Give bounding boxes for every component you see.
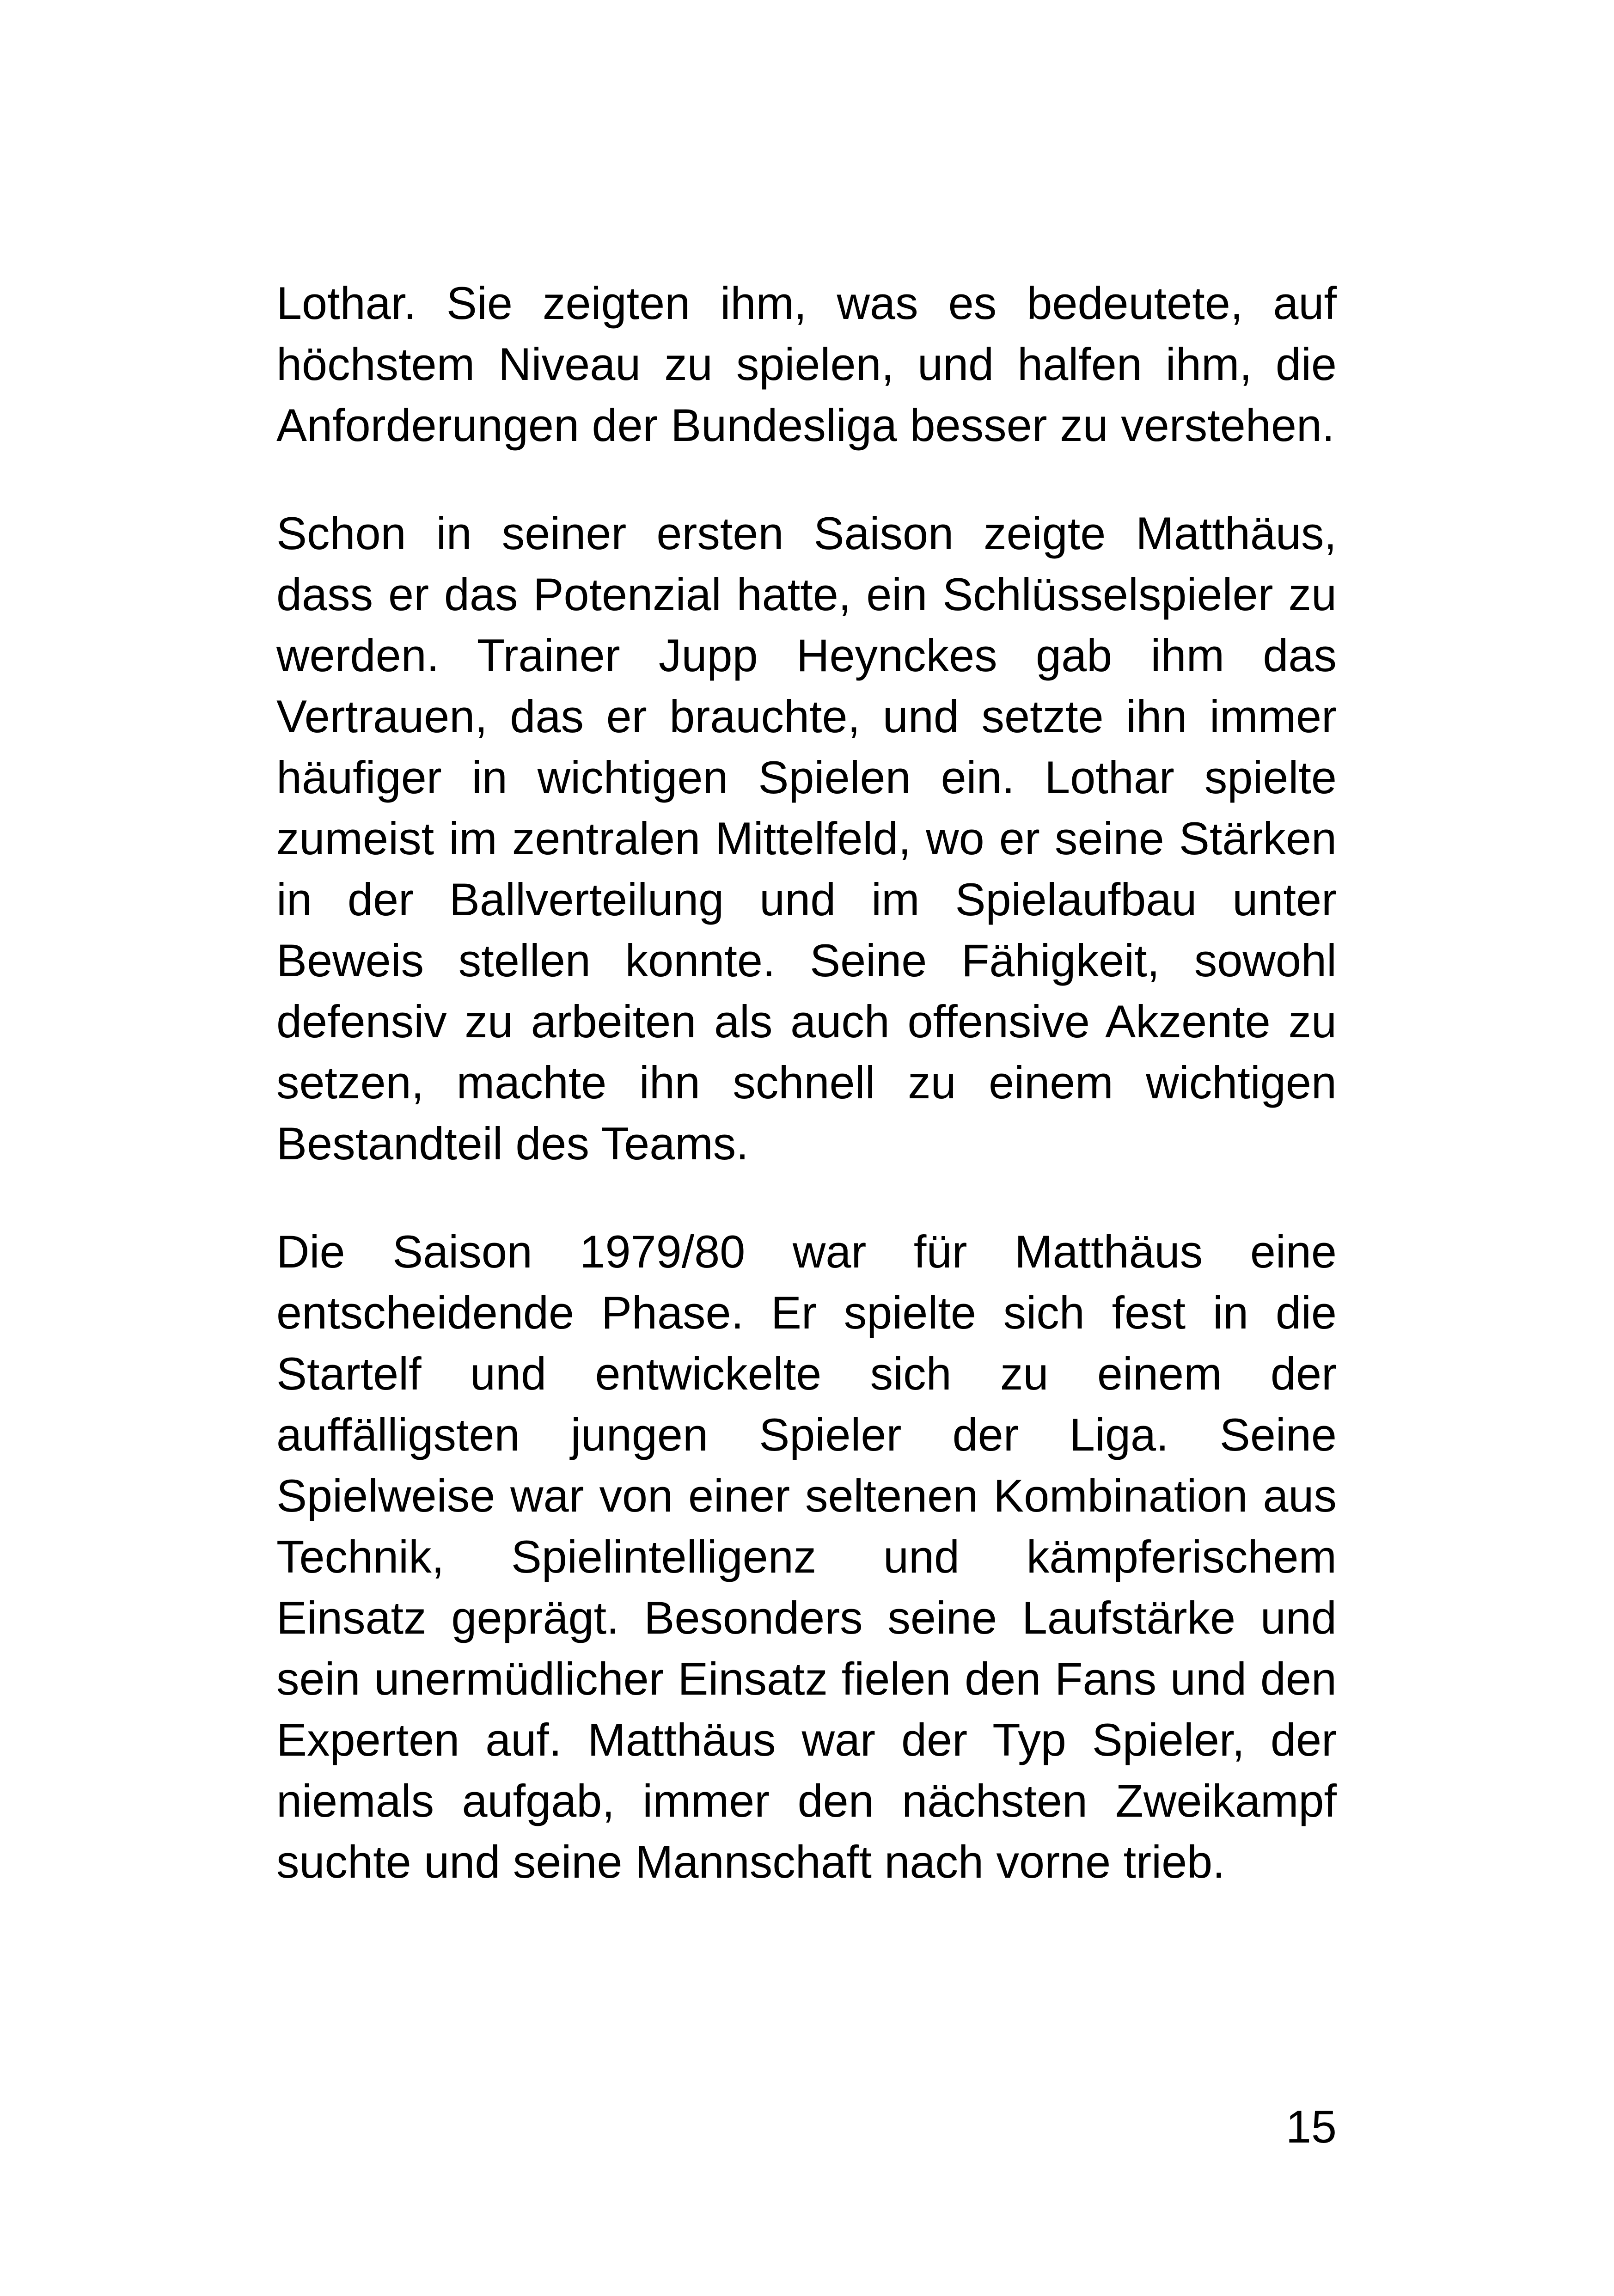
paragraph: Schon in seiner ersten Saison zeigte Matthäus, dass er das Potenzial hatte, ein Schlüsselspieler zu werden. Trainer Jupp Heynckes gab ihm das Vertrauen, das er brauchte, und setzte ihn immer häufiger in wichtigen Spielen ein. Lothar spielte zumeist im zentralen Mittelfeld, wo er seine Stärken in der Ballverteilung und im Spielaufbau unter Beweis stellen konnte. Seine Fähigkeit, sowohl defensiv zu arbeiten als auch offensive Akzente zu setzen, machte ihn schnell zu einem wichtigen Bestandteil des Teams. (276, 508, 1337, 1169)
paragraph: Die Saison 1979/80 war für Matthäus eine entscheidende Phase. Er spielte sich fest in die Startelf und entwickelte sich zu einem der auffälligsten jungen Spieler der Liga. Seine Spielweise war von einer seltenen Kombination aus Technik, Spielintelligenz und kämpferischem Einsatz geprägt. Besonders seine Laufstärke und sein unermüdlicher Einsatz fielen den Fans und den Experten auf. Matthäus war der Typ Spieler, der niemals aufgab, immer den nächsten Zweikampf suchte und seine Mannschaft nach vorne trieb. (276, 1226, 1337, 1887)
page-body (276, 273, 1337, 1940)
paragraph: Lothar. Sie zeigten ihm, was es bedeutete, auf höchstem Niveau zu spielen, und halfen ihm, die Anforderungen der Bundesliga besser zu verstehen. (276, 277, 1337, 451)
page-number: 15 (1285, 2101, 1337, 2152)
